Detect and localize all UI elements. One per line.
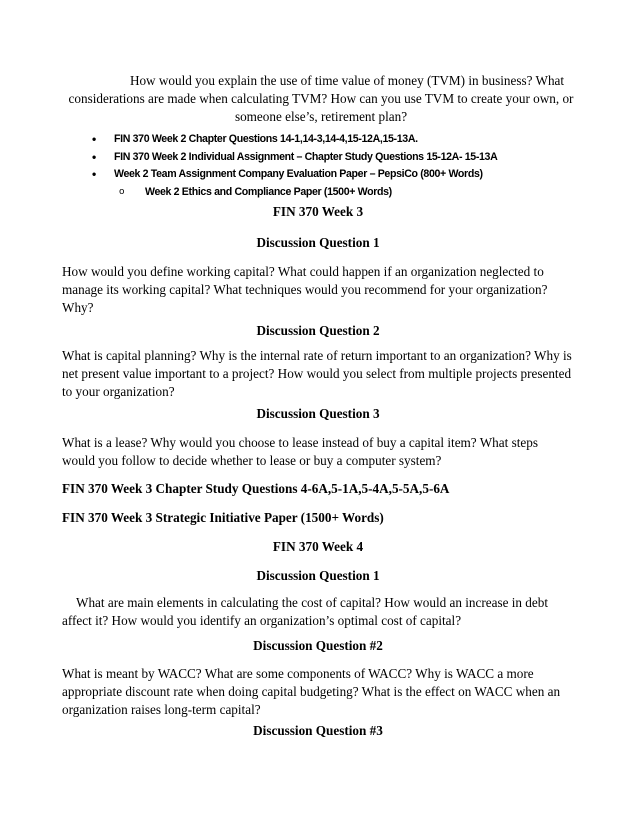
week4-title: FIN 370 Week 4 xyxy=(272,539,364,554)
week3-dq2-text: What is capital planning? Why is the internal rate of return important to an organization? Why is net present value important to a project? How would you select from multiple projects presented to your organization? xyxy=(62,348,572,399)
week3-strategic-paper: FIN 370 Week 3 Strategic Initiative Paper (1500+ Words) xyxy=(62,510,384,525)
week3-title: FIN 370 Week 3 xyxy=(272,204,364,219)
assignment-list xyxy=(0,131,638,201)
list-item-text: FIN 370 Week 2 Chapter Questions 14-1,14-3,14-4,15-12A,15-13A. xyxy=(114,133,418,145)
week3-chapter-questions: FIN 370 Week 3 Chapter Study Questions 4-6A,5-1A,5-4A,5-5A,5-6A xyxy=(62,481,450,496)
week3-dq3-heading: Discussion Question 3 xyxy=(256,406,380,421)
sub-bullet-marker: o xyxy=(119,186,125,197)
bullet-marker: • xyxy=(92,132,96,146)
week3-dq1-text: How would you define working capital? What could happen if an organization neglected to manage its working capital? What techniques would you recommend for your organization? Why? xyxy=(62,264,548,315)
sub-list-item-text: Week 2 Ethics and Compliance Paper (1500+ Words) xyxy=(145,185,392,198)
list-item xyxy=(0,166,638,184)
list-item xyxy=(0,131,638,149)
week4-dq2-text: What is meant by WACC? What are some components of WACC? Why is WACC a more appropriate discount rate when doing capital budgeting? What is the effect on WACC when an organization raises long-term capital? xyxy=(62,666,561,717)
list-item xyxy=(0,149,638,167)
week3-dq2-heading: Discussion Question 2 xyxy=(256,323,380,338)
week4-dq1-text: What are main elements in calculating the cost of capital? How would an increase in debt affect it? How would you identify an organization’s optimal cost of capital? xyxy=(62,595,549,628)
sub-list-item xyxy=(0,184,638,202)
list-item-text: Week 2 Team Assignment Company Evaluation Paper – PepsiCo (800+ Words) xyxy=(114,168,483,180)
intro-text: How would you explain the use of time value of money (TVM) in business? What considerations are made when calculating TVM? How can you use TVM to create your own, or someone else’s, retirement plan? xyxy=(68,73,574,124)
week4-dq1-heading: Discussion Question 1 xyxy=(256,568,380,583)
bullet-marker: • xyxy=(92,149,96,164)
week4-dq2-heading: Discussion Question #2 xyxy=(253,638,383,653)
week3-dq1-heading: Discussion Question 1 xyxy=(256,235,380,250)
list-item-text: FIN 370 Week 2 Individual Assignment – Chapter Study Questions 15-12A- 15-13A xyxy=(114,150,498,163)
intro-paragraph xyxy=(66,72,576,126)
week3-dq3-text: What is a lease? Why would you choose to lease instead of buy a capital item? What steps would you follow to decide whether to lease or buy a computer system? xyxy=(62,435,538,468)
bullet-marker: • xyxy=(92,167,96,181)
week4-dq3-heading: Discussion Question #3 xyxy=(253,723,383,738)
